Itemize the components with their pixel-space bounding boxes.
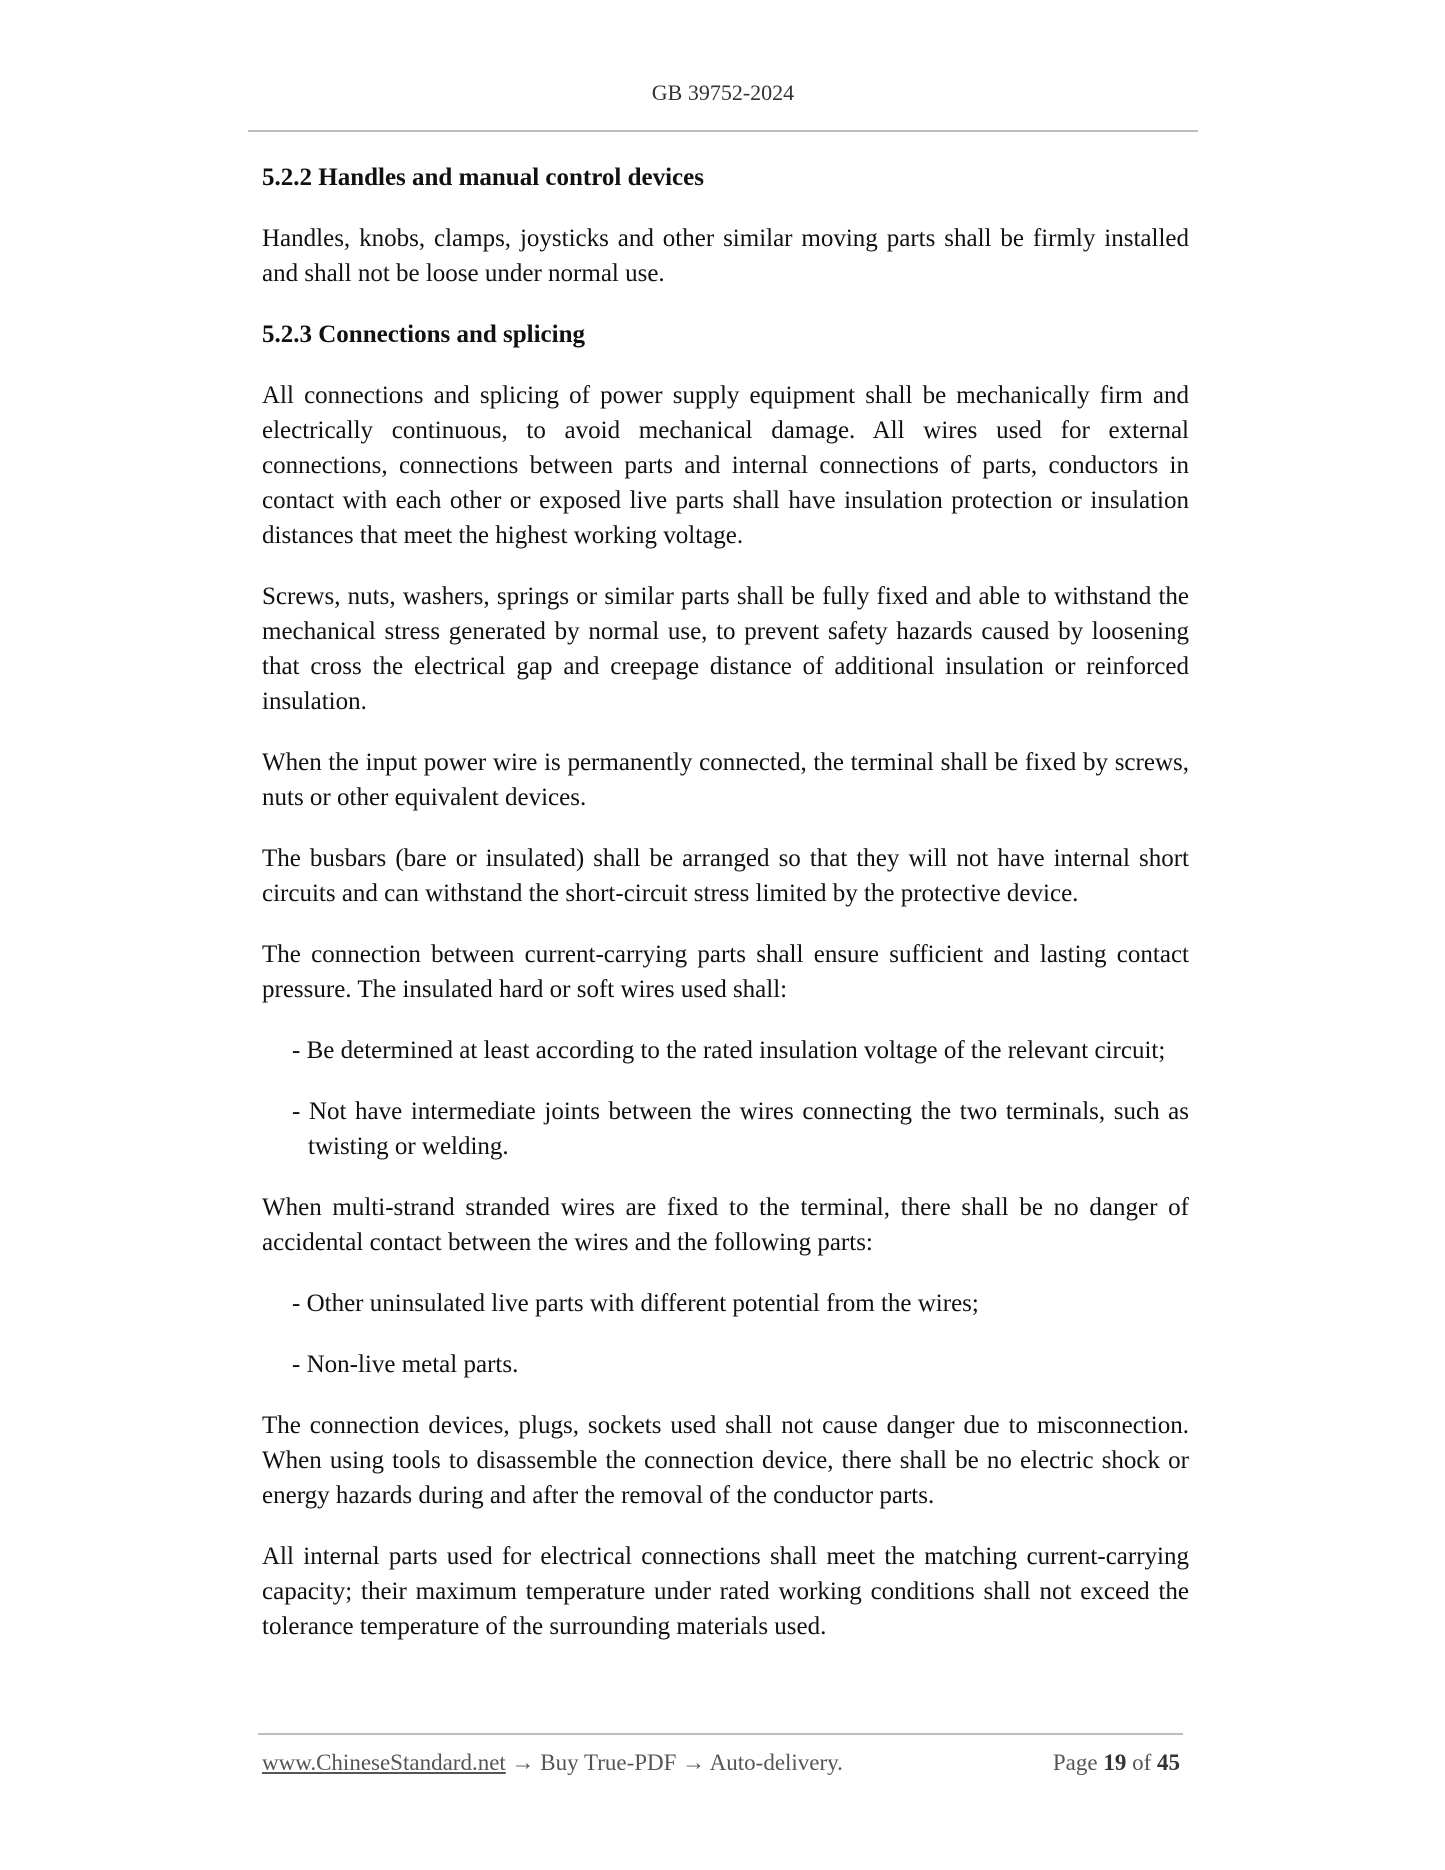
page-footer <box>262 1750 1180 1776</box>
page-number: 19 <box>1103 1750 1127 1775</box>
section-heading-5-2-3: 5.2.3 Connections and splicing <box>262 321 585 348</box>
paragraph: All connections and splicing of power supply equipment shall be mechanically firm and electrically continuous, to avoid mechanical damage. All wires used for external connections, connections between parts and internal connections of parts, conductors in contact with each other or exposed live parts shall have insulation protection or insulation distances that meet the highest working voltage. <box>262 382 1189 549</box>
paragraph: When multi-strand stranded wires are fixed to the terminal, there shall be no danger of accidental contact between the wires and the following parts: <box>262 1194 1189 1256</box>
total-pages: 45 <box>1157 1750 1180 1775</box>
paragraph: The connection devices, plugs, sockets used shall not cause danger due to misconnection. When using tools to disassemble the connection device, there shall be no electric shock or energy hazards during and after the removal of the conductor parts. <box>262 1412 1189 1509</box>
document-body <box>262 160 1189 1670</box>
paragraph: All internal parts used for electrical connections shall meet the matching current-carrying capacity; their maximum temperature under rated working conditions shall not exceed the tolerance temperature of the surrounding materials used. <box>262 1543 1189 1640</box>
paragraph: Handles, knobs, clamps, joysticks and other similar moving parts shall be firmly installed and shall not be loose under normal use. <box>262 225 1189 287</box>
paragraph: The busbars (bare or insulated) shall be arranged so that they will not have internal short circuits and can withstand the short-circuit stress limited by the protective device. <box>262 845 1189 907</box>
page-indicator <box>1053 1750 1180 1776</box>
list-item: - Other uninsulated live parts with different potential from the wires; <box>292 1290 979 1317</box>
paragraph: When the input power wire is permanently connected, the terminal shall be fixed by screws, nuts or other equivalent devices. <box>262 749 1189 811</box>
footer-promo-text: → Buy True-PDF → Auto-delivery. <box>511 1750 843 1775</box>
paragraph: Screws, nuts, washers, springs or similar parts shall be fully fixed and able to withstand the mechanical stress generated by normal use, to prevent safety hazards caused by loosening that cross the electrical gap and creepage distance of additional insulation or reinforced insulation. <box>262 583 1189 715</box>
footer-divider <box>258 1733 1183 1735</box>
list-item: - Be determined at least according to the rated insulation voltage of the relevant circuit; <box>292 1037 1166 1064</box>
of-label: of <box>1132 1750 1152 1775</box>
page-label: Page <box>1052 1750 1098 1775</box>
list-item: - Not have intermediate joints between the wires connecting the two terminals, such as twisting or welding. <box>292 1098 1189 1160</box>
website-link[interactable]: www.ChineseStandard.net <box>262 1750 506 1775</box>
header-divider <box>248 130 1198 132</box>
list-item: - Non-live metal parts. <box>292 1351 519 1378</box>
document-id-header: GB 39752-2024 <box>651 80 795 105</box>
section-heading-5-2-2: 5.2.2 Handles and manual control devices <box>262 164 704 191</box>
paragraph: The connection between current-carrying parts shall ensure sufficient and lasting contact pressure. The insulated hard or soft wires used shall: <box>262 941 1189 1003</box>
footer-left <box>262 1750 843 1776</box>
